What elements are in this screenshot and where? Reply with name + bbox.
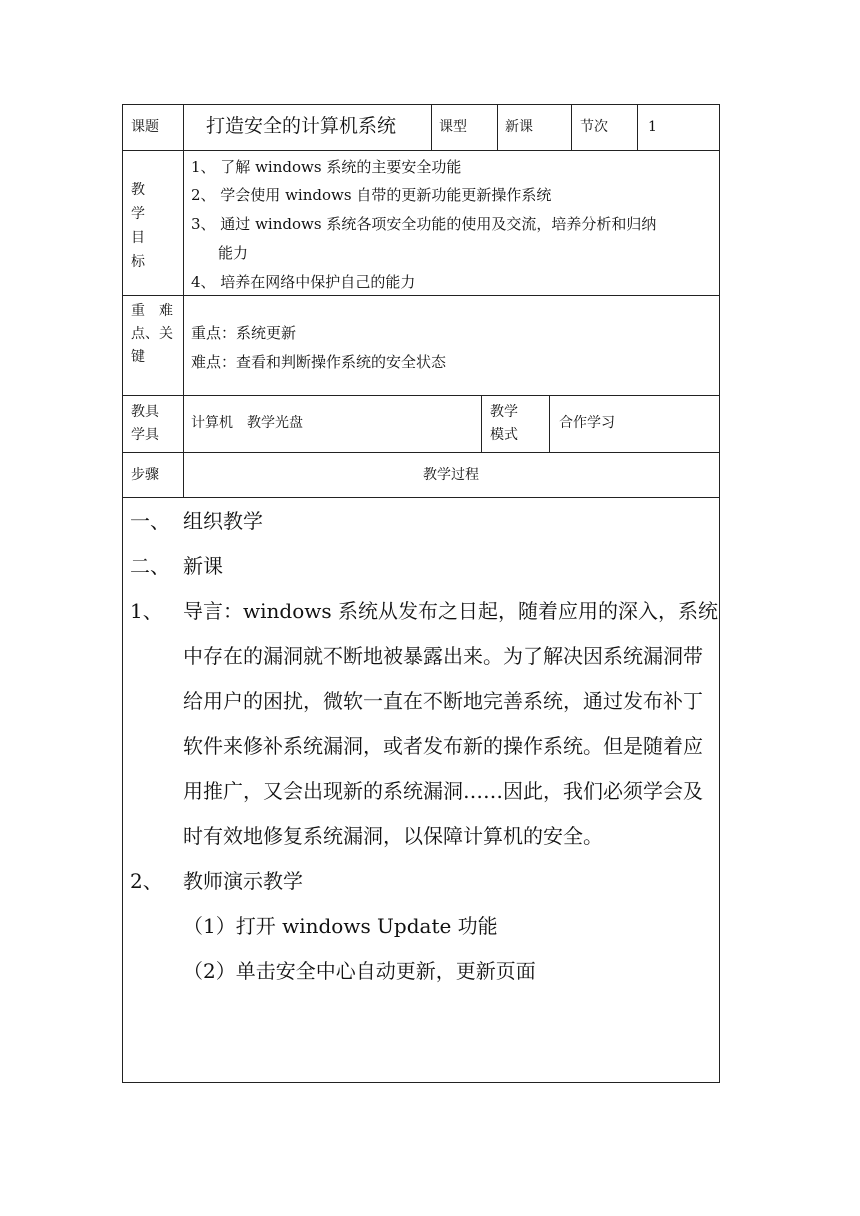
col-divider: [571, 104, 572, 150]
teaching-mode-label: 教学: [490, 404, 518, 420]
objectives-label-char: 教: [131, 182, 145, 198]
paragraph-number: 2、: [130, 869, 163, 893]
key-points-label: 键: [131, 349, 145, 365]
demonstration-step: （1）打开 windows Update 功能: [183, 914, 498, 938]
objective-item: 3、 通过 windows 系统各项安全功能的使用及交流，培养分析和归纳: [191, 215, 657, 233]
paragraph-number: 1、: [130, 599, 163, 623]
introduction-line: 用推广，又会出现新的系统漏洞……因此，我们必须学会及: [183, 779, 703, 803]
demonstration-heading: 教师演示教学: [183, 869, 303, 893]
col-divider: [431, 104, 432, 150]
tools-value: 计算机 教学光盘: [191, 415, 303, 431]
col-divider: [183, 104, 184, 497]
introduction-line: 给用户的困扰，微软一直在不断地完善系统，通过发布补丁: [183, 689, 703, 713]
tools-label: 学具: [131, 427, 159, 443]
row-divider: [122, 497, 720, 498]
introduction-line: 时有效地修复系统漏洞，以保障计算机的安全。: [183, 824, 603, 848]
objectives-label-char: 目: [131, 230, 145, 246]
process-item-number: 一、: [130, 509, 170, 533]
introduction-line: 软件来修补系统漏洞，或者发布新的操作系统。但是随着应: [183, 734, 703, 758]
process-item-text: 新课: [183, 554, 223, 578]
steps-label: 步骤: [131, 467, 159, 483]
tools-label: 教具: [131, 404, 159, 420]
row-divider: [122, 395, 720, 396]
objective-item: 1、 了解 windows 系统的主要安全功能: [191, 158, 462, 176]
introduction-line: 中存在的漏洞就不断地被暴露出来。为了解决因系统漏洞带: [183, 644, 703, 668]
teaching-mode-label: 模式: [490, 427, 518, 443]
col-divider: [481, 395, 482, 452]
key-points-label: 点、关: [131, 326, 173, 342]
session-value: 1: [648, 119, 657, 135]
process-item-number: 二、: [130, 554, 170, 578]
topic-label: 课题: [131, 119, 159, 135]
objective-item: 4、 培养在网络中保护自己的能力: [191, 273, 416, 291]
session-label: 节次: [580, 119, 608, 135]
lesson-type-label: 课型: [439, 119, 467, 135]
row-divider: [122, 295, 720, 296]
process-item-text: 组织教学: [183, 509, 263, 533]
teaching-process-label: 教学过程: [423, 467, 479, 483]
col-divider: [549, 395, 550, 452]
key-points-label: 重 难: [131, 303, 173, 319]
objective-item-continuation: 能力: [218, 244, 249, 262]
row-divider: [122, 150, 720, 151]
col-divider: [497, 104, 498, 150]
objectives-label: [128, 178, 148, 274]
demonstration-step: （2）单击安全中心自动更新，更新页面: [183, 959, 536, 983]
introduction-line: 导言：windows 系统从发布之日起，随着应用的深入，系统: [183, 599, 718, 623]
objective-item: 2、 学会使用 windows 自带的更新功能更新操作系统: [191, 186, 552, 204]
key-point-focus: 重点：系统更新: [191, 324, 297, 342]
objectives-label-char: 学: [131, 206, 145, 222]
teaching-mode-value: 合作学习: [559, 415, 615, 431]
col-divider: [637, 104, 638, 150]
row-divider: [122, 452, 720, 453]
topic-title: 打造安全的计算机系统: [206, 115, 397, 137]
lesson-type-value: 新课: [505, 119, 533, 135]
key-point-difficulty: 难点：查看和判断操作系统的安全状态: [191, 353, 447, 371]
objectives-label-char: 标: [131, 254, 145, 270]
